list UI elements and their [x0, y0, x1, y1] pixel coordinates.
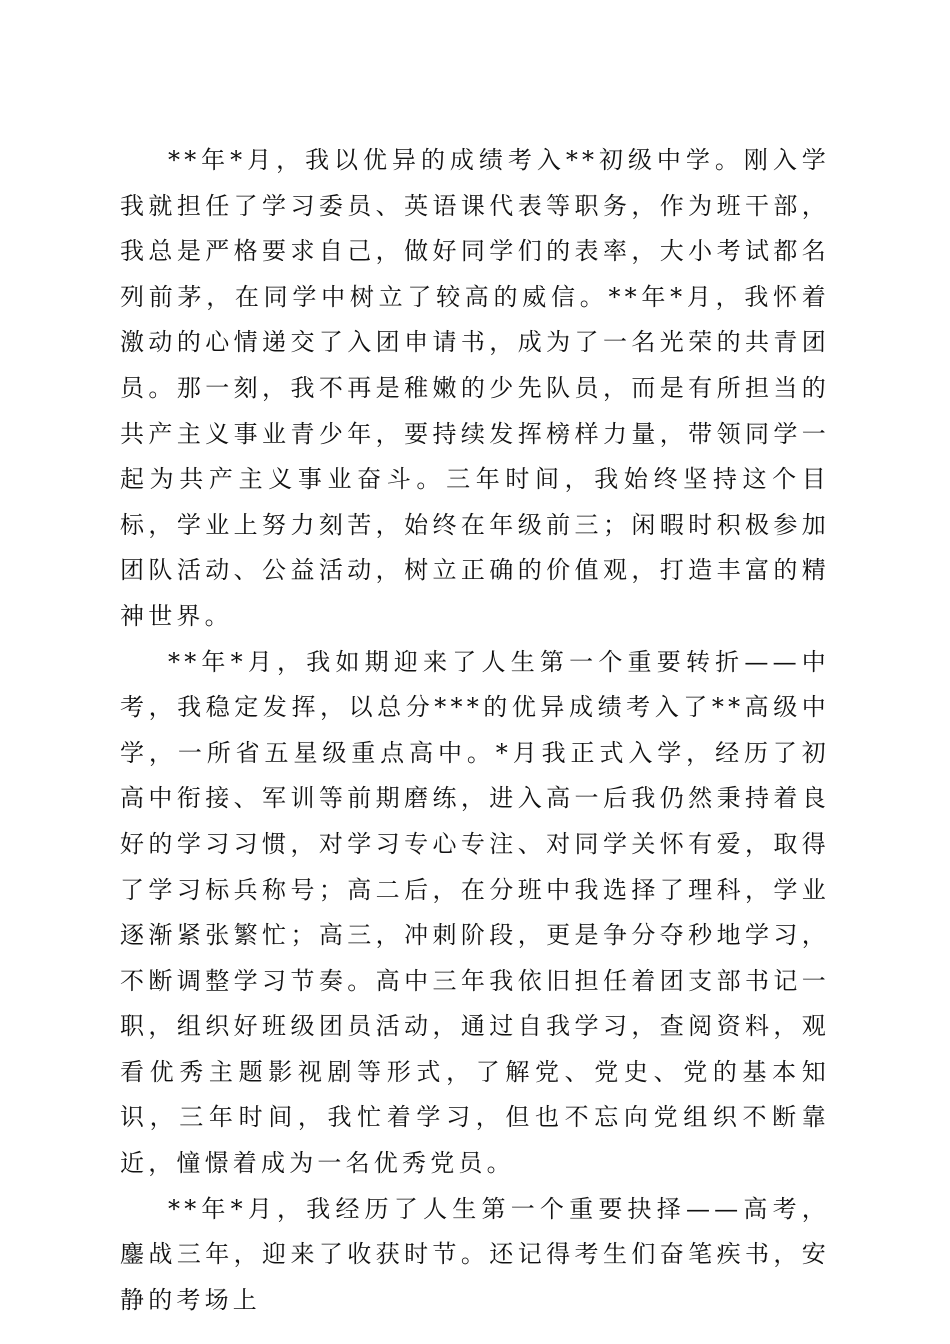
- paragraph-senior-high: **年*月，我如期迎来了人生第一个重要转折——中考，我稳定发挥，以总分***的优异成绩考入了**高级中学，一所省五星级重点高中。*月我正式入学，经历了初高中衔接、军训等前期磨练，进入高一后我仍然秉持着良好的学习习惯，对学习专心专注、对同学关怀有爱，取得了学习标兵称号；高二后，在分班中我选择了理科，学业逐渐紧张繁忙；高三，冲刺阶段，更是争分夺秒地学习，不断调整学习节奏。高中三年我依旧担任着团支部书记一职，组织好班级团员活动，通过自我学习，查阅资料，观看优秀主题影视剧等形式，了解党、党史、党的基本知识，三年时间，我忙着学习，但也不忘向党组织不断靠近，憧憬着成为一名优秀党员。: [120, 647, 830, 1178]
- paragraph-college-entrance: **年*月，我经历了人生第一个重要抉择——高考，鏖战三年，迎来了收获时节。还记得考生们奋笔疾书，安静的考场上: [120, 1194, 830, 1314]
- paragraph-junior-high: **年*月，我以优异的成绩考入**初级中学。刚入学我就担任了学习委员、英语课代表等职务，作为班干部，我总是严格要求自己，做好同学们的表率，大小考试都名列前茅，在同学中树立了较高的威信。**年*月，我怀着激动的心情递交了入团申请书，成为了一名光荣的共青团员。那一刻，我不再是稚嫩的少先队员，而是有所担当的共产主义事业青少年，要持续发挥榜样力量，带领同学一起为共产主义事业奋斗。三年时间，我始终坚持这个目标，学业上努力刻苦，始终在年级前三；闲暇时积极参加团队活动、公益活动，树立正确的价值观，打造丰富的精神世界。: [120, 146, 830, 630]
- document-body: [120, 138, 830, 1323]
